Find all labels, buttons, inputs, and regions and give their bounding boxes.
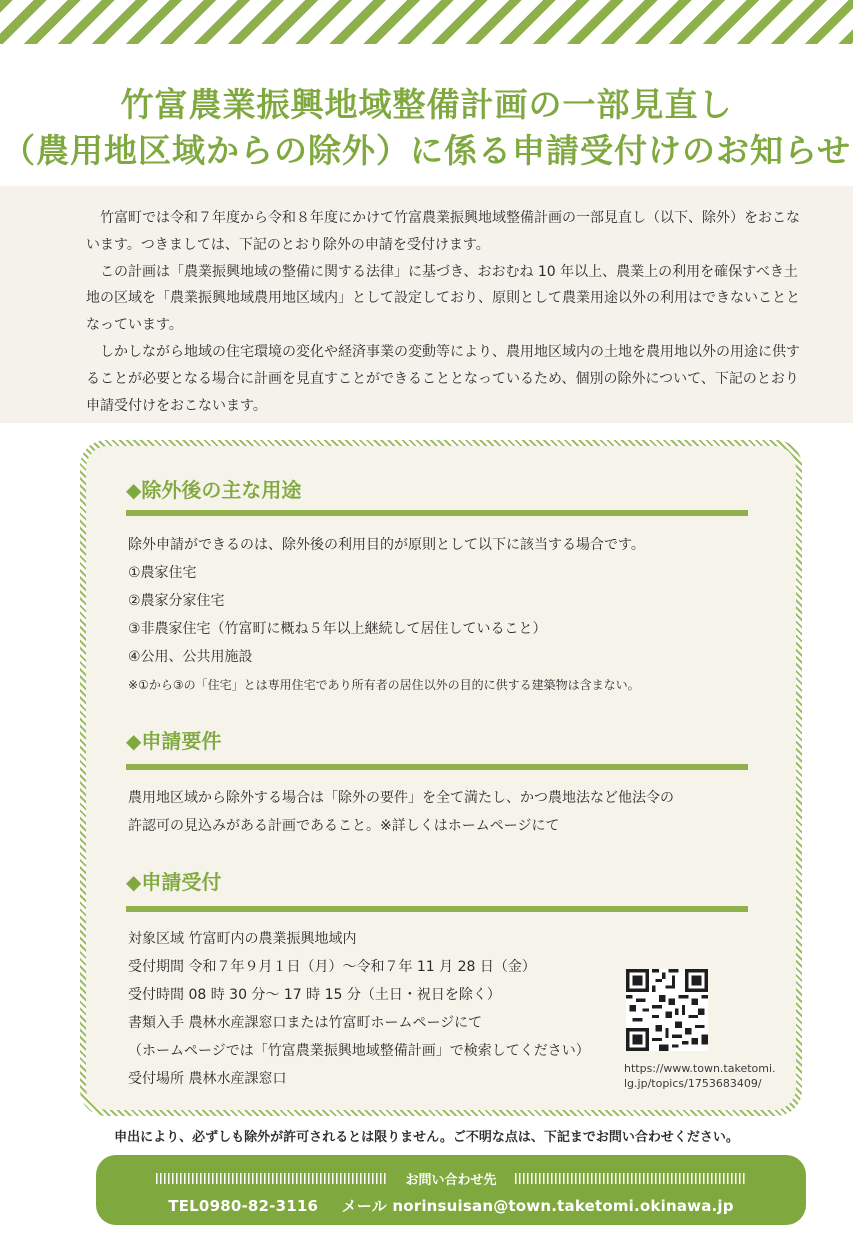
tick-decoration — [156, 1173, 388, 1184]
reception-row: 対象区域 竹富町内の農業振興地域内 — [128, 931, 357, 947]
intro-paragraph-1: 竹富町では令和７年度から令和８年度にかけて竹富農業振興地域整備計画の一部見直し（以下、除外）をおこないます。つきましては、下記のとおり除外の申請を受付けます。 — [86, 210, 800, 253]
uses-item: ③非農家住宅（竹富町に概ね５年以上継続して居住していること） — [128, 621, 547, 637]
tick-decoration — [515, 1173, 747, 1184]
section-rule — [126, 510, 748, 516]
requirements-line-2: 許認可の見込みがある計画であること。※詳しくはホームページにて — [128, 818, 560, 834]
qr-url-line-2: lg.jp/topics/1753683409/ — [624, 1077, 762, 1090]
page-title — [0, 82, 853, 174]
section-rule — [126, 764, 748, 770]
intro-paragraph-2: この計画は「農業振興地域の整備に関する法律」に基づき、おおむね 10 年以上、農業上の利用を確保すべき土地の区域を「農業振興地域農用地区域内」として設定しており、原則として農業用途以外の利用はできないこととなっています。 — [86, 263, 800, 334]
reception-row: （ホームページでは「竹富農業振興地域整備計画」で検索してください） — [128, 1043, 590, 1059]
qr-url-line-1: https://www.town.taketomi. — [624, 1062, 776, 1075]
contact-info — [96, 1195, 806, 1216]
uses-item: ②農家分家住宅 — [128, 593, 225, 609]
contact-tel[interactable]: TEL0980-82-3116 — [168, 1197, 319, 1215]
intro-text — [86, 205, 806, 419]
title-line-1: 竹富農業振興地域整備計画の一部見直し — [120, 85, 733, 124]
reception-row: 書類入手 農林水産課窓口または竹富町ホームページにて — [128, 1015, 483, 1031]
uses-item: ④公用、公共用施設 — [128, 649, 253, 665]
section-heading-uses: ◆除外後の主な用途 — [126, 478, 302, 502]
uses-note: ※①から③の「住宅」とは専用住宅であり所有者の居住以外の目的に供する建築物は含まない。 — [128, 678, 640, 692]
section-heading-reception: ◆申請受付 — [126, 870, 222, 894]
top-stripe-decoration — [0, 0, 853, 44]
disclaimer-note: 申出により、必ずしも除外が許可されるとは限りません。ご不明な点は、下記までお問い合わせください。 — [114, 1130, 739, 1145]
reception-row: 受付時間 08 時 30 分～ 17 時 15 分（土日・祝日を除く） — [128, 987, 501, 1003]
contact-mail[interactable]: norinsuisan@town.taketomi.okinawa.jp — [392, 1197, 734, 1215]
contact-title-row — [156, 1166, 746, 1190]
qr-code-icon[interactable] — [626, 969, 708, 1051]
title-line-2: （農用地区域からの除外）に係る申請受付けのお知らせ — [1, 131, 851, 170]
section-rule — [126, 906, 748, 912]
uses-item: ①農家住宅 — [128, 565, 197, 581]
contact-title: お問い合わせ先 — [405, 1172, 497, 1188]
reception-row: 受付期間 令和７年９月１日（月）～令和７年 11 月 28 日（金） — [128, 959, 536, 975]
contact-mail-label: メール — [341, 1197, 387, 1215]
requirements-line-1: 農用地区域から除外する場合は「除外の要件」を全て満たし、かつ農地法など他法令の — [128, 790, 674, 806]
intro-paragraph-3: しかしながら地域の住宅環境の変化や経済事業の変動等により、農用地区域内の土地を農用地以外の用途に供することが必要となる場合に計画を見直すことができることとなっているため、個別の除外について、下記のとおり申請受付けをおこないます。 — [86, 343, 800, 414]
uses-lead: 除外申請ができるのは、除外後の利用目的が原則として以下に該当する場合です。 — [128, 537, 645, 553]
section-heading-requirements: ◆申請要件 — [126, 729, 222, 753]
qr-url[interactable] — [624, 1061, 794, 1091]
reception-row: 受付場所 農林水産課窓口 — [128, 1071, 287, 1087]
